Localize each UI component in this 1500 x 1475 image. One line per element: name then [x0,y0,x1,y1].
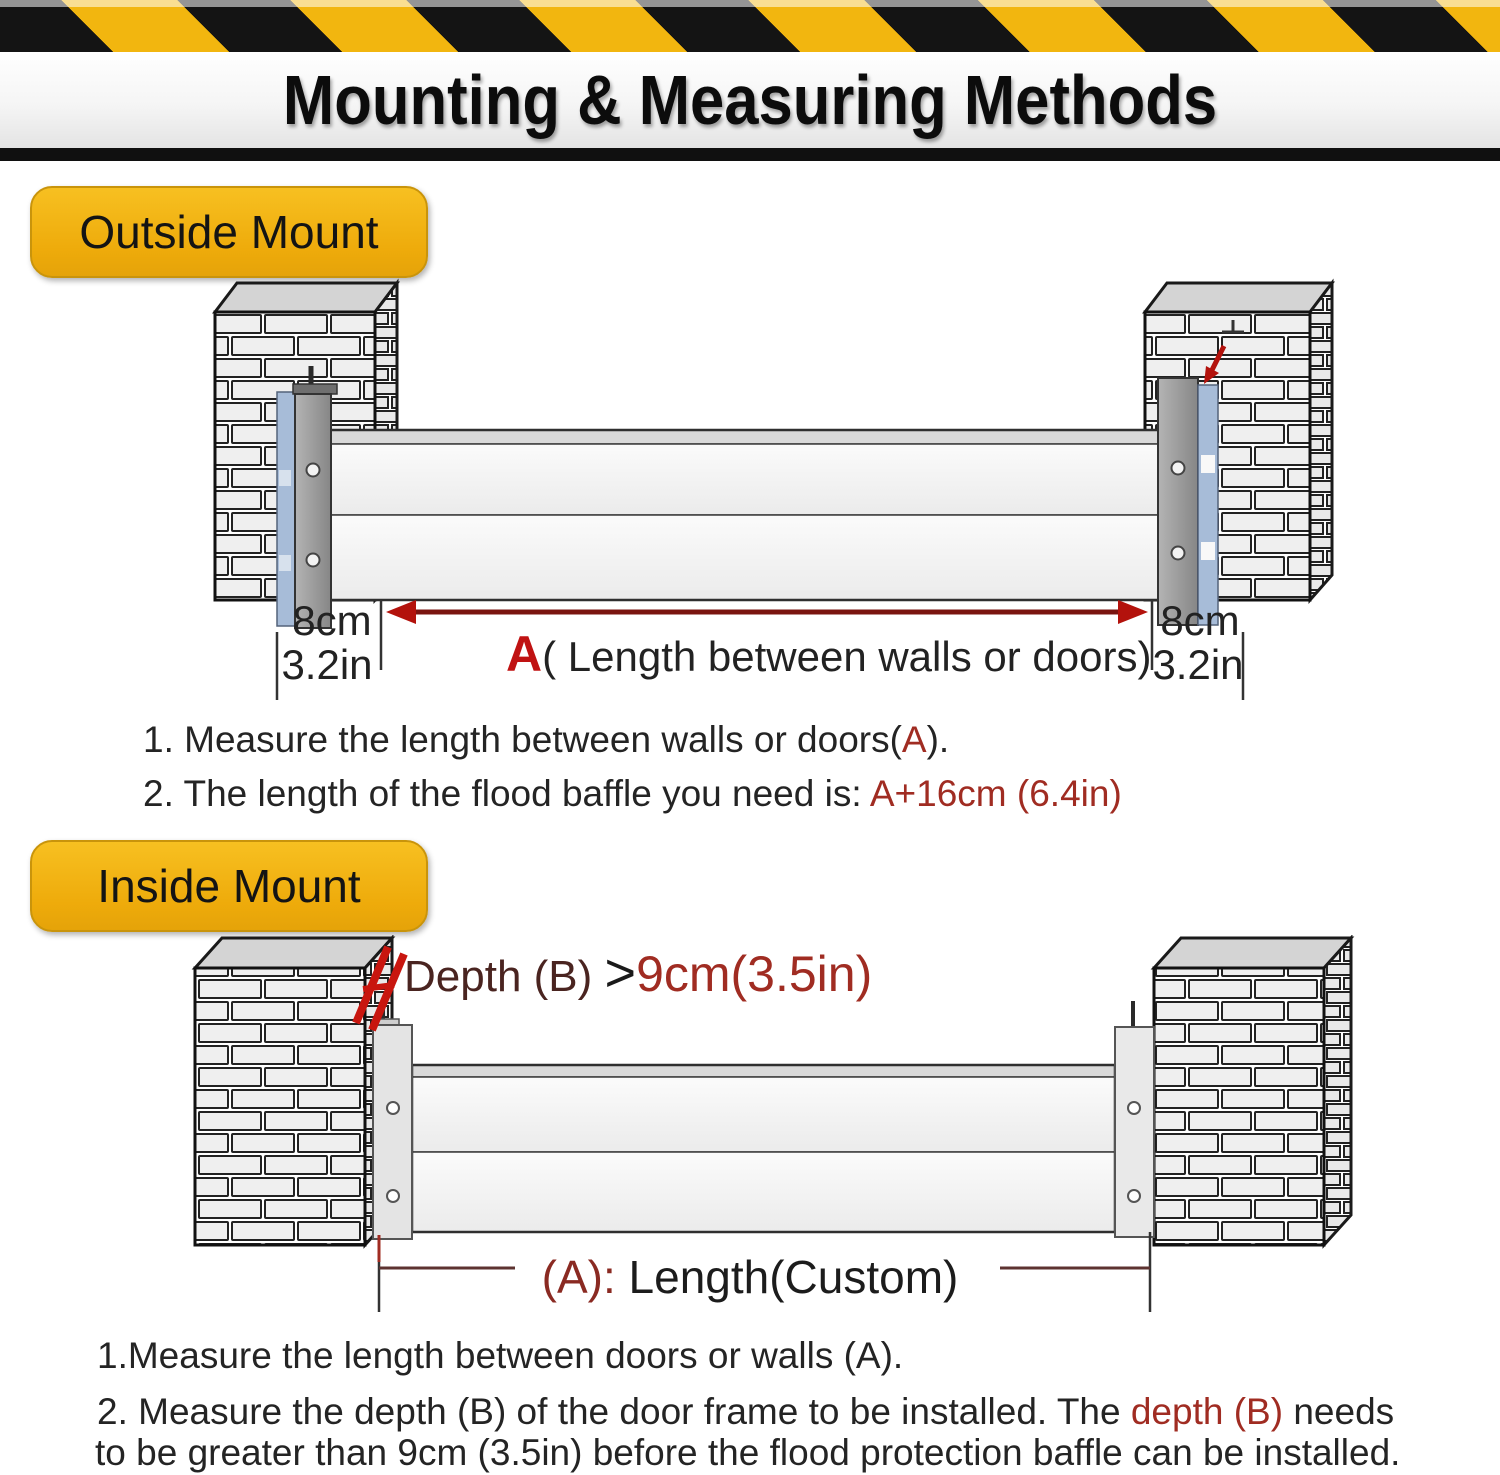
seal-highlight [279,470,291,486]
page-title: Mounting & Measuring Methods [282,61,1218,139]
seal-highlight [1201,455,1215,473]
inside-mount-badge-label: Inside Mount [97,860,361,912]
pillar-cap [1145,283,1332,312]
screw-hole [1172,462,1185,475]
inside-mount-badge [30,840,428,932]
outside-mount-badge-label: Outside Mount [79,206,379,258]
pillar-front-face [195,968,365,1245]
barrier-panel-lower [328,515,1205,600]
dim-right-inch: 3.2in [1152,641,1244,688]
barrier-panel-lower [412,1152,1115,1232]
flood-barrier-panels [328,430,1205,600]
inside-step-2-continued: to be greater than 9cm (3.5in) before the flood protection baffle can be installed. [95,1432,1401,1473]
flood-barrier-panels [412,1065,1115,1232]
inside-right-bracket [1115,1001,1154,1237]
screw-hole [387,1102,399,1114]
length-a-prefix: (A): [541,1251,616,1303]
step-highlight: A [901,719,927,760]
pillar-cap [1154,938,1351,968]
bracket-channel [1115,1027,1154,1237]
bracket-channel [295,394,331,628]
depth-label [404,942,872,1004]
span-arrow-left-head [386,600,416,624]
depth-indicator-rung [363,985,394,989]
seal-highlight [279,555,291,571]
step-text: ). [926,719,950,760]
dim-left-cm: 8cm [292,597,372,644]
outside-left-bracket [277,366,337,628]
depth-label-value: 9cm(3.5in) [636,946,873,1002]
pillar-side-face [1324,938,1351,1245]
depth-label-name: Depth (B) [404,952,605,1001]
inside-left-bracket [373,1001,412,1239]
seal-strip [1198,385,1218,625]
outside-step-1 [143,719,949,761]
greater-than-sign: > [604,943,637,1003]
screw-hole [307,554,320,567]
span-a-letter: A [506,626,543,682]
caution-tape-highlight [0,0,1500,7]
span-a-text: ( Length between walls or doors) [542,633,1152,680]
bracket-channel [373,1025,412,1239]
step-text: 2. The length of the flood baffle you need is: [143,773,870,814]
screw-hole [307,464,320,477]
dim-right-cm: 8cm [1160,597,1240,644]
screw-hole [1128,1102,1140,1114]
title-underline-bar [0,148,1500,161]
seal-highlight [1201,542,1215,560]
pillar-side-face [1310,283,1332,600]
pillar-front-face [1154,968,1324,1245]
span-arrow-right-head [1118,600,1148,624]
screw-hole [1172,547,1185,560]
step-text: 1. Measure the length between walls or doors( [143,719,902,760]
bracket-top-cap [293,384,337,394]
inside-left-pillar [195,938,392,1245]
pillar-cap [195,938,392,968]
inside-step-2 [97,1391,1394,1433]
step-highlight: depth (B) [1130,1391,1284,1432]
step-text: 2. Measure the depth (B) of the door frame to be installed. The [97,1391,1131,1432]
step-text: needs [1283,1391,1395,1432]
span-a-label [506,625,1151,683]
barrier-top-face [328,430,1205,444]
step-highlight: A+16cm (6.4in) [869,773,1122,814]
inside-right-pillar [1154,938,1351,1245]
length-custom-label [450,1250,1050,1304]
pillar-cap [215,283,397,312]
length-a-text: Length(Custom) [615,1251,959,1303]
outside-step-2 [143,773,1122,815]
outside-mount-badge [30,186,428,278]
barrier-panel-upper [328,444,1205,515]
inside-step-1: 1.Measure the length between doors or walls (A). [97,1335,904,1376]
barrier-top-face [412,1065,1115,1077]
screw-hole [387,1190,399,1202]
caution-tape-stripe [0,0,1500,52]
screw-hole [1128,1190,1140,1202]
dim-left-inch: 3.2in [281,641,373,688]
bracket-channel [1158,378,1198,625]
barrier-panel-upper [412,1077,1115,1152]
outside-right-bracket [1158,346,1224,625]
seal-strip [277,392,295,626]
